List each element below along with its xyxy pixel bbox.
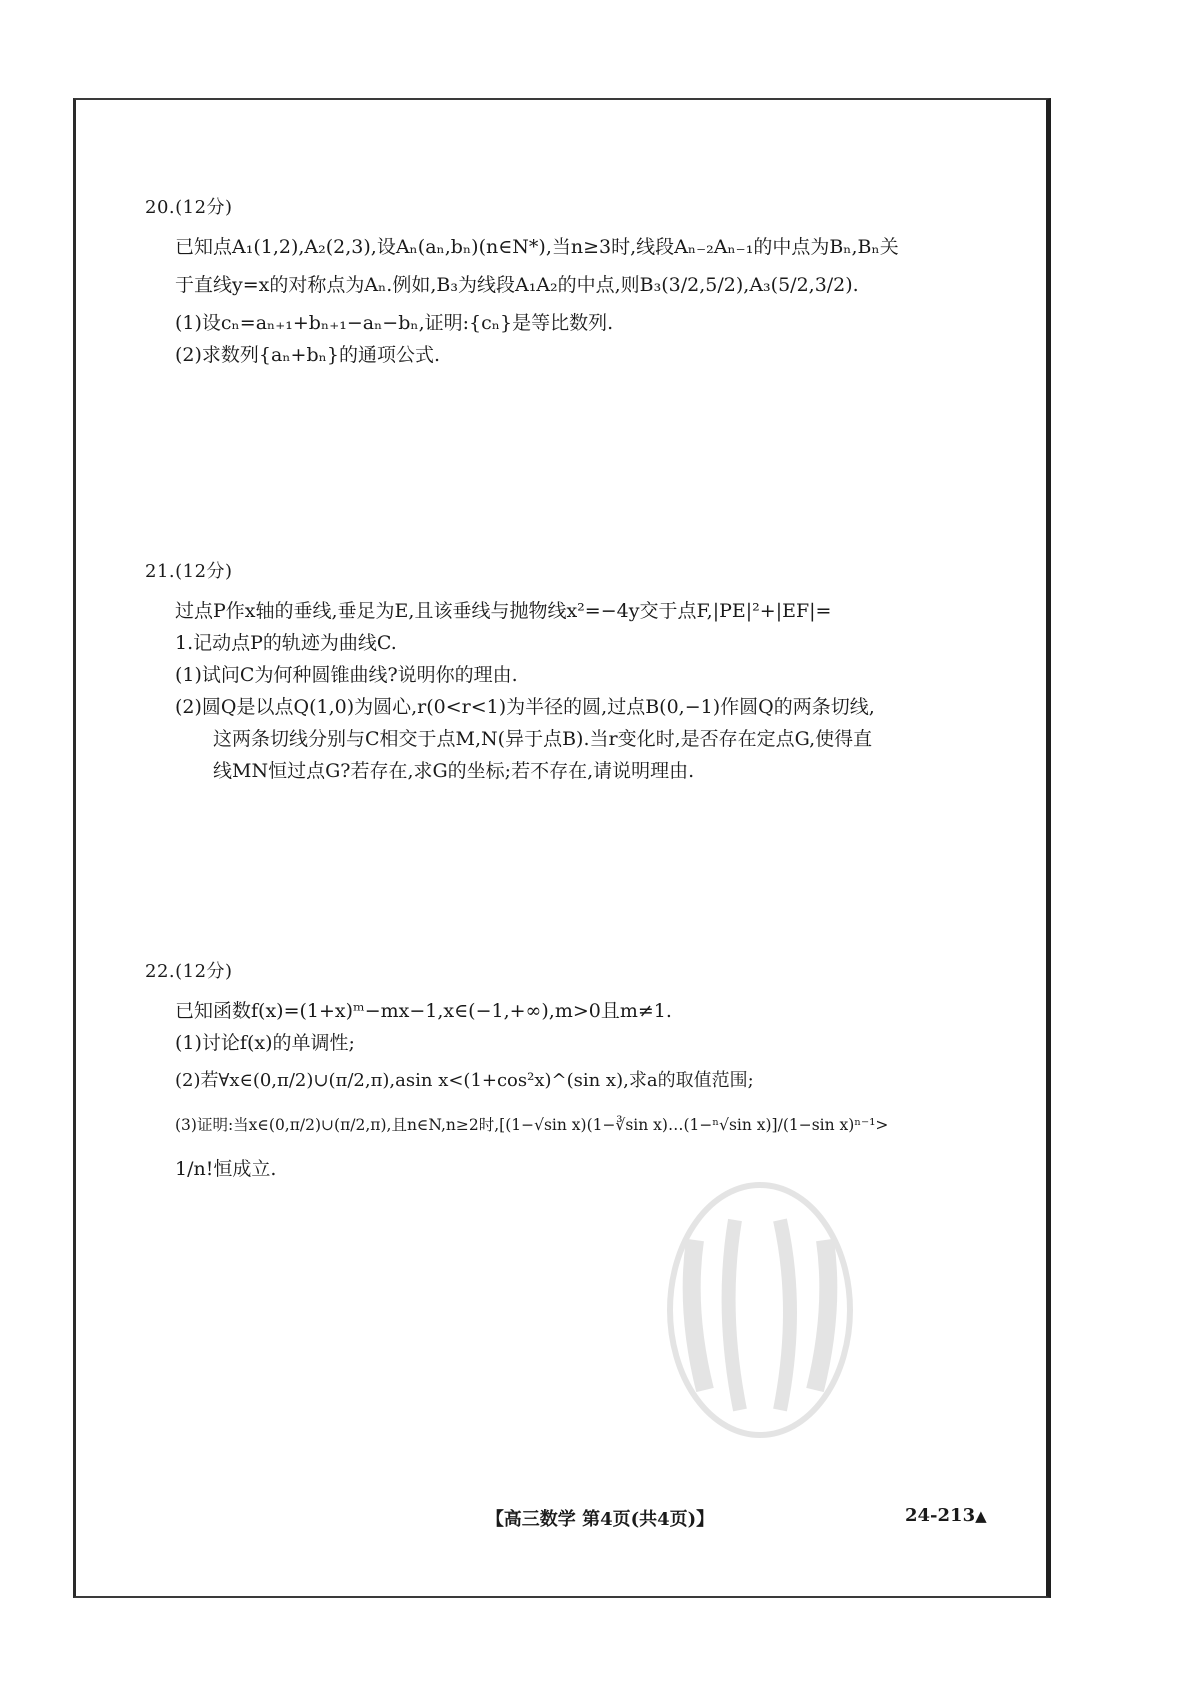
problem-line: 线MN恒过点G?若存在,求G的坐标;若不存在,请说明理由. — [213, 760, 695, 782]
problem-line: 1/n!恒成立. — [175, 1158, 277, 1180]
exam-code — [905, 1505, 987, 1526]
problem-line: 于直线y=x的对称点为Aₙ.例如,B₃为线段A₁A₂的中点,则B₃(3/2,5/2),A₃(5/2,3/2). — [175, 274, 859, 296]
problem-20 — [145, 193, 1005, 371]
triangle-icon: ▲ — [975, 1507, 987, 1525]
problem-line: 1.记动点P的轨迹为曲线C. — [175, 632, 397, 654]
problem-line: (2)若∀x∈(0,π/2)∪(π/2,π),asin x<(1+cos²x)^(sin x),求a的取值范围; — [175, 1070, 754, 1091]
problem-line: 过点P作x轴的垂线,垂足为E,且该垂线与抛物线x²=−4y交于点F,|PE|²+|EF|= — [175, 600, 832, 622]
problem-heading: 20.(12分) — [145, 197, 233, 218]
problem-22 — [145, 957, 1005, 1191]
page-footer-title: 【高三数学 第4页(共4页)】 — [485, 1509, 715, 1530]
problem-line: 这两条切线分别与C相交于点M,N(异于点B).当r变化时,是否存在定点G,使得直 — [213, 728, 873, 750]
problem-line: (2)圆Q是以点Q(1,0)为圆心,r(0<r<1)为半径的圆,过点B(0,−1)作圆Q的两条切线, — [175, 696, 875, 718]
problem-line: (2)求数列{aₙ+bₙ}的通项公式. — [175, 344, 440, 366]
problem-line: 已知函数f(x)=(1+x)ᵐ−mx−1,x∈(−1,+∞),m>0且m≠1. — [175, 1000, 672, 1022]
problem-line: (1)设cₙ=aₙ₊₁+bₙ₊₁−aₙ−bₙ,证明:{cₙ}是等比数列. — [175, 312, 614, 334]
problem-line: (1)讨论f(x)的单调性; — [175, 1032, 355, 1054]
problem-heading: 21.(12分) — [145, 561, 233, 582]
problem-21 — [145, 557, 1005, 787]
problem-line: 已知点A₁(1,2),A₂(2,3),设Aₙ(aₙ,bₙ)(n∈N*),当n≥3时,线段Aₙ₋₂Aₙ₋₁的中点为Bₙ,Bₙ关 — [175, 236, 899, 258]
problem-heading: 22.(12分) — [145, 961, 233, 982]
exam-code-number: 24-213 — [905, 1505, 976, 1526]
problem-line: (1)试问C为何种圆锥曲线?说明你的理由. — [175, 664, 518, 686]
watermark-logo — [665, 1180, 855, 1440]
problem-line: (3)证明:当x∈(0,π/2)∪(π/2,π),且n∈N,n≥2时,[(1−√sin x)(1−∛sin x)…(1−ⁿ√sin x)]/(1−sin x)ⁿ⁻¹> — [175, 1116, 889, 1134]
